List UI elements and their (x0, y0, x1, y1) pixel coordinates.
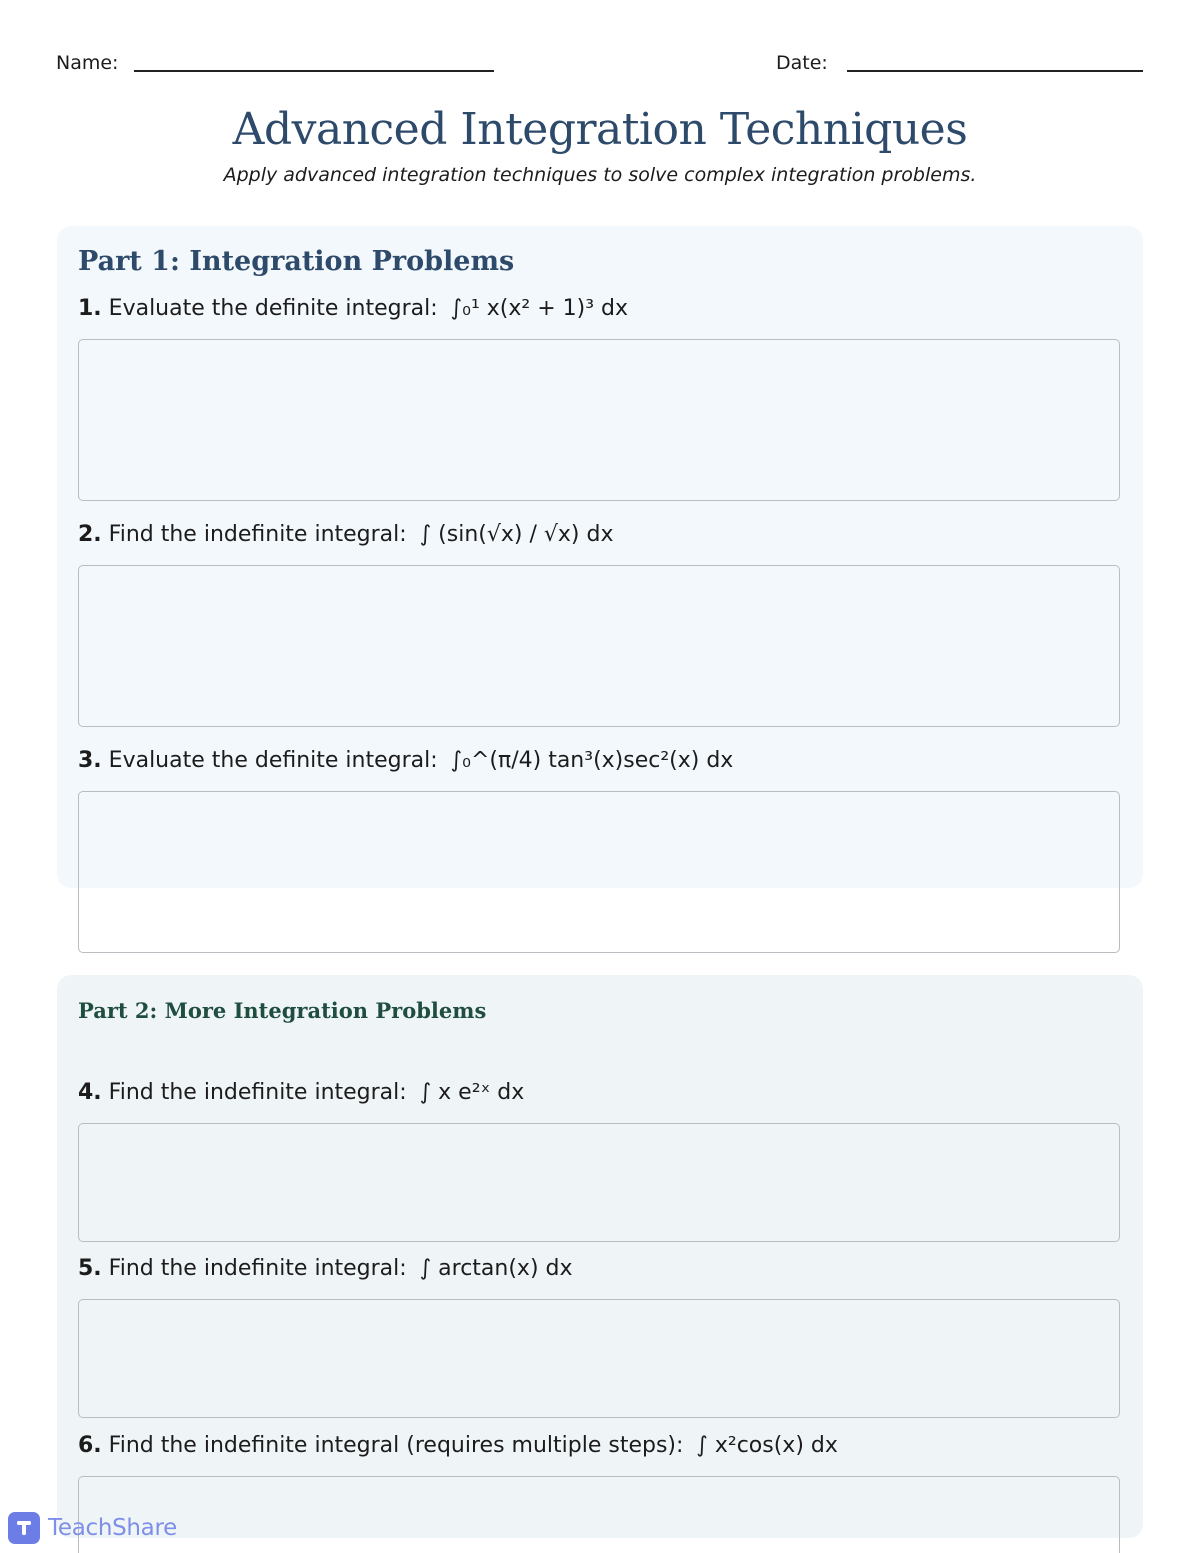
answer-box-4[interactable] (78, 1123, 1120, 1242)
teachshare-logo-icon (8, 1512, 40, 1544)
question-text: Find the indefinite integral (requires multiple steps): (108, 1433, 684, 1458)
answer-box-3[interactable] (78, 791, 1120, 953)
question-1 (78, 296, 628, 321)
part1-section (57, 226, 1143, 888)
teachshare-brand[interactable] (8, 1512, 177, 1544)
question-expression: ∫ (sin(√x) / √x) dx (419, 522, 614, 547)
question-number: 1. (78, 296, 102, 321)
answer-box-5[interactable] (78, 1299, 1120, 1418)
question-number: 3. (78, 748, 102, 773)
question-expression: ∫₀¹ x(x² + 1)³ dx (450, 296, 629, 321)
teachshare-wordmark: TeachShare (48, 1515, 177, 1541)
question-expression: ∫ x e²ˣ dx (419, 1080, 525, 1105)
question-2 (78, 522, 613, 547)
question-text: Evaluate the definite integral: (108, 748, 438, 773)
question-text: Find the indefinite integral: (108, 1080, 407, 1105)
part2-title: Part 2: More Integration Problems (78, 998, 487, 1023)
answer-box-2[interactable] (78, 565, 1120, 727)
question-text: Evaluate the definite integral: (108, 296, 438, 321)
answer-box-1[interactable] (78, 339, 1120, 501)
question-number: 4. (78, 1080, 102, 1105)
page-title: Advanced Integration Techniques (232, 104, 968, 155)
question-expression: ∫ x²cos(x) dx (696, 1433, 838, 1458)
question-6 (78, 1433, 838, 1458)
answer-box-6[interactable] (78, 1476, 1120, 1553)
question-number: 6. (78, 1433, 102, 1458)
question-5 (78, 1256, 573, 1281)
question-4 (78, 1080, 524, 1105)
page-subtitle: Apply advanced integration techniques to solve complex integration problems. (223, 164, 977, 186)
question-number: 2. (78, 522, 102, 547)
question-number: 5. (78, 1256, 102, 1281)
date-label: Date: (776, 52, 828, 74)
question-text: Find the indefinite integral: (108, 522, 407, 547)
name-label: Name: (56, 52, 119, 74)
name-field[interactable] (134, 70, 494, 72)
question-expression: ∫₀^(π/4) tan³(x)sec²(x) dx (450, 748, 734, 773)
question-text: Find the indefinite integral: (108, 1256, 407, 1281)
part1-title: Part 1: Integration Problems (78, 246, 515, 277)
question-3 (78, 748, 733, 773)
question-expression: ∫ arctan(x) dx (419, 1256, 573, 1281)
date-field[interactable] (847, 70, 1143, 72)
